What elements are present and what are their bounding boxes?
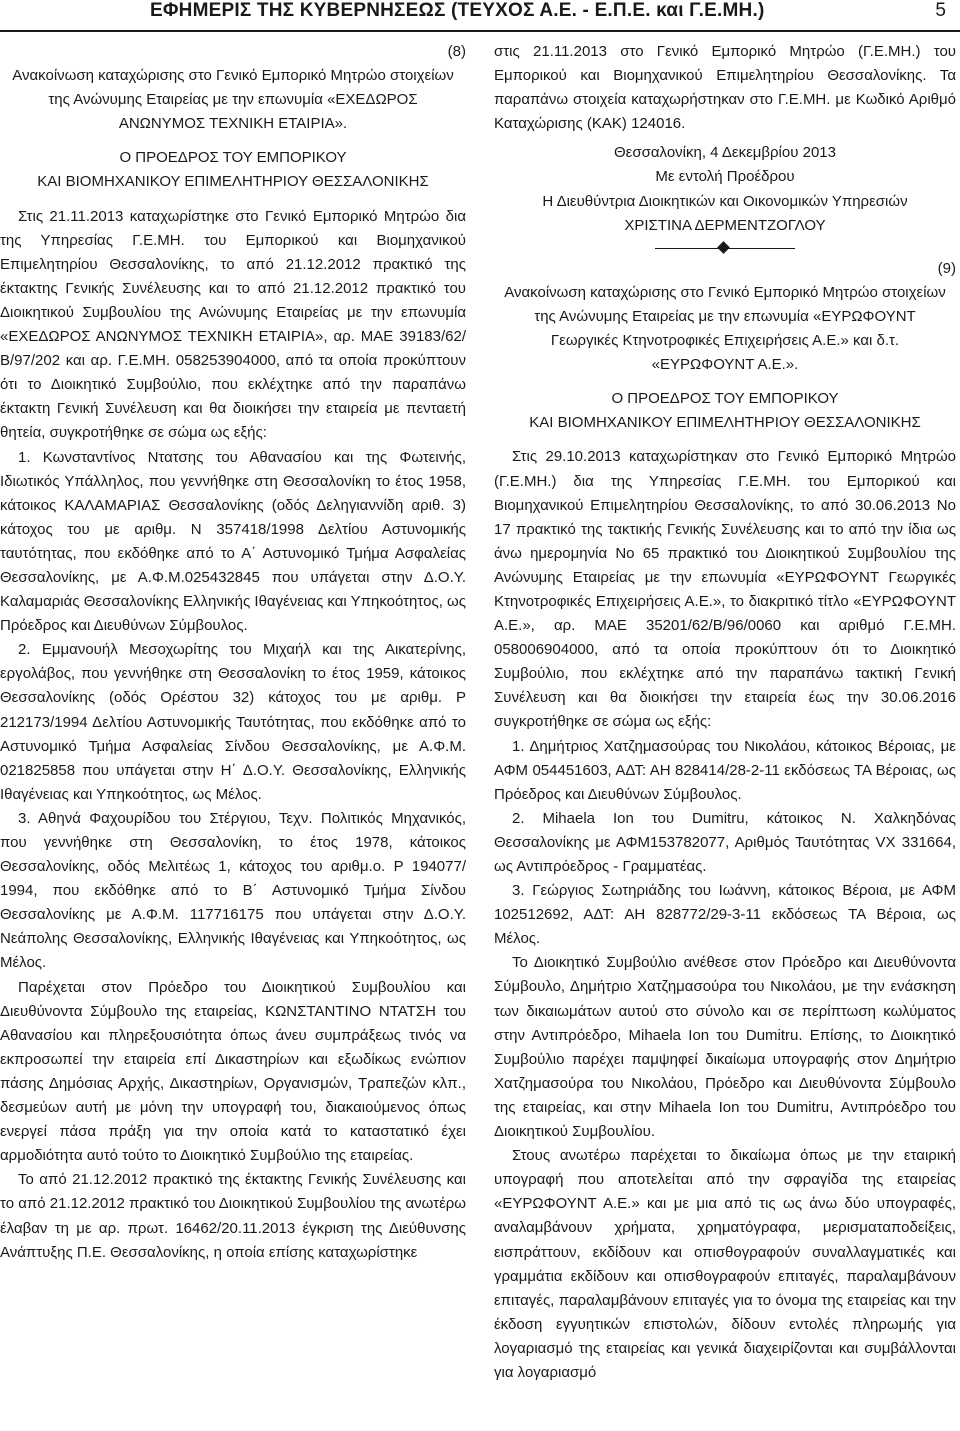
header-divider — [0, 30, 960, 32]
notice-title: Ανακοίνωση καταχώρισης στο Γενικό Εμπορικό Μητρώο στοιχείων της Ανώνυμης Εταιρείας με την επωνυμία «ΕΥΡΩΦΟΥΝΤ Γεωργικές Κτηνοτροφικές Επιχειρήσεις Α.Ε.» και δ.τ. «ΕΥΡΩΦΟΥΝΤ Α.Ε.». — [504, 283, 946, 374]
notice-number: (9) — [937, 259, 956, 277]
board-member-paragraph: 2. Mihaela Ion του Dumitru, κάτοικος Ν. Χαλκηδόνας Θεσσαλονίκης με ΑΦΜ153782077, Αριθμός Ταυτότητας VX 331664, ως Αντιπρόεδρος - Γραμματέας. — [494, 809, 956, 875]
body-paragraph-continued: στις 21.11.2013 στο Γενικό Εμπορικό Μητρώο (Γ.Ε.ΜΗ.) του Εμπορικού και Βιομηχανικού Επιμελητηρίου Θεσσαλονίκης. Τα παραπάνω στοιχεία καταχωρήστηκαν στο Γ.Ε.ΜΗ. με Κωδικό Αριθμό Καταχώρισης (ΚΑΚ) 124016. — [494, 43, 956, 133]
section-divider — [655, 241, 795, 255]
body-paragraph: Το από 21.12.2012 πρακτικό της έκτακτης Γενικής Συνέλευσης και το από 21.12.2012 πρακτικό του Διοικητικού Συμβουλίου της ανωτέρω έλαβαν τη με αρ. πρωτ. 16462/20.11.2013 έγκριση της Διεύθυνσης Ανάπτυξης Π.Ε. Θεσσαλονίκης, η οποία επίσης καταχωρίστηκε — [0, 1171, 466, 1261]
page-header — [0, 0, 960, 36]
board-member-paragraph: 1. Δημήτριος Χατζημασούρας του Νικολάου, κάτοικος Βέροιας, με ΑΦΜ 054451603, ΑΔΤ: ΑΗ 828414/28-2-11 εκδόσεως ΤΑ Βέροιας, ως Πρόεδρος και Διευθύνων Σύμβουλος. — [494, 737, 956, 803]
board-member-paragraph: 1. Κωνσταντίνος Ντατσης του Αθανασίου και της Φωτεινής, Ιδιωτικός Υπάλληλος, που γεννήθηκε στη Θεσσαλονίκη το έτος 1958, κάτοικος ΚΑΛΑΜΑΡΙΑΣ Θεσσαλονίκης (οδός Δεληγιαννίδη αριθ. 3) κάτοχος του με αριθμ. Ν 357418/1998 Δελτίου Αστυνομικής ταυτότητας, που εκδόθηκε από το Α΄ Αστυνομικό Τμήμα Ασφαλείας Θεσσαλονίκης, με Α.Φ.Μ.025432845 που υπάγεται στην Δ.Ο.Υ. Καλαμαριάς Θεσσαλονίκης Ελληνικής Ιθαγένειας και Υπηκοότητος, ως Πρόεδρος και Διευθύνων Σύμβουλος. — [0, 448, 466, 635]
authority-heading: Ο ΠΡΟΕΔΡΟΣ ΤΟΥ ΕΜΠΟΡΙΚΟΥ — [119, 149, 347, 167]
signature-place-date: Θεσσαλονίκη, 4 Δεκεμβρίου 2013 — [614, 144, 836, 162]
body-paragraph: Στις 29.10.2013 καταχωρίστηκαν στο Γενικό Εμπορικό Μητρώο (Γ.Ε.ΜΗ.) δια της Υπηρεσίας Γ.Ε.ΜΗ. του Εμπορικού και Βιομηχανικού Επιμελητηρίου Θεσσαλονίκης, το από 30.06.2013 Νο 17 πρακτικό της τακτικής Γενικής Συνέλευσης και το από την ίδια ως άνω ημερομηνία Νο 65 πρακτικό του Διοικητικού Συμβουλίου της Ανώνυμης Εταιρείας με την επωνυμία «ΕΥΡΩΦΟΥΝΤ Γεωργικές Κτηνοτροφικές Επιχειρήσεις Α.Ε.», το διακριτικό τίτλο «ΕΥΡΩΦΟΥΝΤ Α.Ε.», αρ. ΜΑΕ 35201/62/Β/96/0060 και αριθμό Γ.Ε.ΜΗ. 058006904000, από τα οποία προκύπτουν ότι το Διοικητικό Συμβούλιο, που εκλέχτηκε από την παραπάνω τακτική Γενική Συνέλευση και θα διοικήσει την εταιρεία έως την 30.06.2016 συγκροτήθηκε σε σώμα ως εξής: — [494, 448, 956, 731]
right-column — [494, 40, 956, 1385]
notice-title: Ανακοίνωση καταχώρισης στο Γενικό Εμπορικό Μητρώο στοιχείων της Ανώνυμης Εταιρείας με την επωνυμία «ΕΧΕΔΩΡΟΣ ΑΝΩΝΥΜΟΣ ΤΕΧΝΙΚΗ ΕΤΑΙΡΙΑ». — [12, 67, 454, 133]
authority-heading: Ο ΠΡΟΕΔΡΟΣ ΤΟΥ ΕΜΠΟΡΙΚΟΥ — [611, 390, 839, 408]
signature-role: Η Διευθύντρια Διοικητικών και Οικονομικών Υπηρεσιών — [542, 192, 908, 210]
authority-heading-2: ΚΑΙ ΒΙΟΜΗΧΑΝΙΚΟΥ ΕΠΙΜΕΛΗΤΗΡΙΟΥ ΘΕΣΣΑΛΟΝΙΚΗΣ — [37, 173, 429, 191]
body-paragraph: Το Διοικητικό Συμβούλιο ανέθεσε στον Πρόεδρο και Διευθύνοντα Σύμβουλο, Δημήτριο Χατζημασούρα του Νικολάου, με την ενάσκηση των δικαιωμάτων αυτού στο σύνολο και σε περίπτωση κωλύματος στην Αντιπρόεδρο, Mihaela Ion του Dumitru. Επίσης, το Διοικητικό Συμβούλιο παρέχει παμψηφεί δικαίωμα υπογραφής στον Δημήτριο Χατζημασούρα του Νικολάου, Πρόεδρο και Διευθύνοντα Σύμβουλο της εταιρείας, και στην Mihaela Ion του Dumitru, Αντιπρόεδρο του Διοικητικού Συμβουλίου. — [494, 954, 956, 1141]
body-paragraph: Στους ανωτέρω παρέχεται το δικαίωμα όπως με την εταιρική υπογραφή που αποτελείται από την σφραγίδα της εταιρείας «ΕΥΡΩΦΟΥΝΤ Α.Ε.» και με μια από τις ως άνω δύο υπογραφές, αναλαμβάνουν χρήματα, χρηματόγραφα, μερισματαποδείξεις, εισπράττουν, εκδίδουν και οπισθογραφούν συναλλαγματικές και γραμμάτια εκδίδουν και οπισθογραφούν επιταγές, παραλαμβάνουν επιταγές, παραλαμβάνουν επιταγές για το όνομα της εταιρείας και την έκδοση εγγυητικών επιστολών, δίδουν εντολές πληρωμής για λογαριασμό της εταιρείας και γενικά διαχειρίζονται και συμβάλλονται για λογαριασμό — [494, 1147, 956, 1381]
authority-heading-2: ΚΑΙ ΒΙΟΜΗΧΑΝΙΚΟΥ ΕΠΙΜΕΛΗΤΗΡΙΟΥ ΘΕΣΣΑΛΟΝΙΚΗΣ — [529, 414, 921, 432]
notice-number: (8) — [447, 43, 466, 60]
body-paragraph: Στις 21.11.2013 καταχωρίστηκε στο Γενικό Εμπορικό Μητρώο δια της Υπηρεσίας Γ.Ε.ΜΗ. του Εμπορικού και Βιομηχανικού Επιμελητηρίου Θεσσαλονίκης, το από 21.12.2012 πρακτικό της έκτακτης Γενικής Συνέλευσης και το από 21.12.2012 πρακτικό του Διοικητικού Συμβουλίου της Ανώνυμης Εταιρείας με την επωνυμία «ΕΧΕΔΩΡΟΣ ΑΝΩΝΥΜΟΣ ΤΕΧΝΙΚΗ ΕΤΑΙΡΙΑ», αρ. ΜΑΕ 39183/62/Β/97/202 και αρ. Γ.Ε.ΜΗ. 058253904000, από τα οποία προκύπτουν ότι το Διοικητικό Συμβούλιο, που εκλέχτηκε από την παραπάνω έκτακτη Γενική Συνέλευση και θα διοικήσει την εταιρεία με πενταετή θητεία, συγκροτήθηκε σε σώμα ως εξής: — [0, 207, 466, 442]
signature-order: Με εντολή Προέδρου — [655, 168, 795, 186]
page-number: 5 — [935, 0, 946, 21]
left-column — [0, 40, 466, 1265]
signature-name: ΧΡΙΣΤΙΝΑ ΔΕΡΜΕΝΤΖΟΓΛΟΥ — [624, 216, 826, 234]
board-member-paragraph: 3. Γεώργιος Σωτηριάδης του Ιωάννη, κάτοικος Βέροια, με ΑΦΜ 102512692, ΑΔΤ: ΑΗ 828772/29-3-11 εκδόσεως ΤΑ Βέροια, ως Μέλος. — [494, 882, 956, 948]
diamond-icon — [717, 241, 730, 254]
board-member-paragraph: 2. Εμμανουήλ Μεσοχωρίτης του Μιχαήλ και της Αικατερίνης, εργολάβος, που γεννήθηκε στη Θεσσαλονίκη το έτος 1959, κάτοικος Θεσσαλονίκης (οδός Ορέστου 32) κάτοχος του με αριθμ. Ρ 212173/1994 Δελτίου Αστυνομικής Ταυτότητας, που εκδόθηκε από το Αστυνομικό Τμήμα Ασφαλείας Σίνδου Θεσσαλονίκης, με Α.Φ.Μ. 021825858 που υπάγεται στην Η΄ Δ.Ο.Υ. Θεσσαλονίκης, Ελληνικής Ιθαγένειας και Υπηκοότητος, ως Μέλος. — [0, 641, 466, 803]
gazette-title: ΕΦΗΜΕΡΙΣ ΤΗΣ ΚΥΒΕΡΝΗΣΕΩΣ (ΤΕΥΧΟΣ Α.Ε. - Ε.Π.Ε. και Γ.Ε.ΜΗ.) — [150, 0, 765, 21]
board-member-paragraph: 3. Αθηνά Φαχουρίδου του Στέργιου, Τεχν. Πολιτικός Μηχανικός, που γεννήθηκε στη Θεσσαλονίκη, το έτος 1978, κάτοικος Θεσσαλονίκης, οδός Μελιτέως 1, κάτοχος του αριθμ.ο. Ρ 194077/ 1994, που εκδόθηκε από το Β΄ Αστυνομικό Τμήμα Σίνδου Θεσσαλονίκης με Α.Φ.Μ. 117716175 που υπάγεται στην Δ.Ο.Υ. Νεάπολης Θεσσαλονίκης, Ελληνικής Ιθαγένειας και Υπηκοότητος, ως Μέλος. — [0, 809, 466, 972]
body-paragraph: Παρέχεται στον Πρόεδρο του Διοικητικού Συμβουλίου και Διευθύνοντα Σύμβουλο της εταιρείας, ΚΩΝΣΤΑΝΤΙΝΟ ΝΤΑΤΣΗ του Αθανασίου και πληρεξουσιότητα όπως άνευ συμπράξεως τινός να εκπροσωπεί την εταιρεία επί Δικαστηρίων και εξωδίκως ενώπιον πάσης Δημόσιας Αρχής, Δικαστηρίων, Οργανισμών, Τραπεζών κλπ., δεσμεύων αυτή με μόνη την υπογραφή του, διακαιούμενος όπως ενεργεί πάσα πράξη για την οποία κατά το καταστατικό έχει αρμοδιότητα αυτό τούτο το Διοικητικό Συμβούλιο της εταιρείας. — [0, 978, 466, 1165]
